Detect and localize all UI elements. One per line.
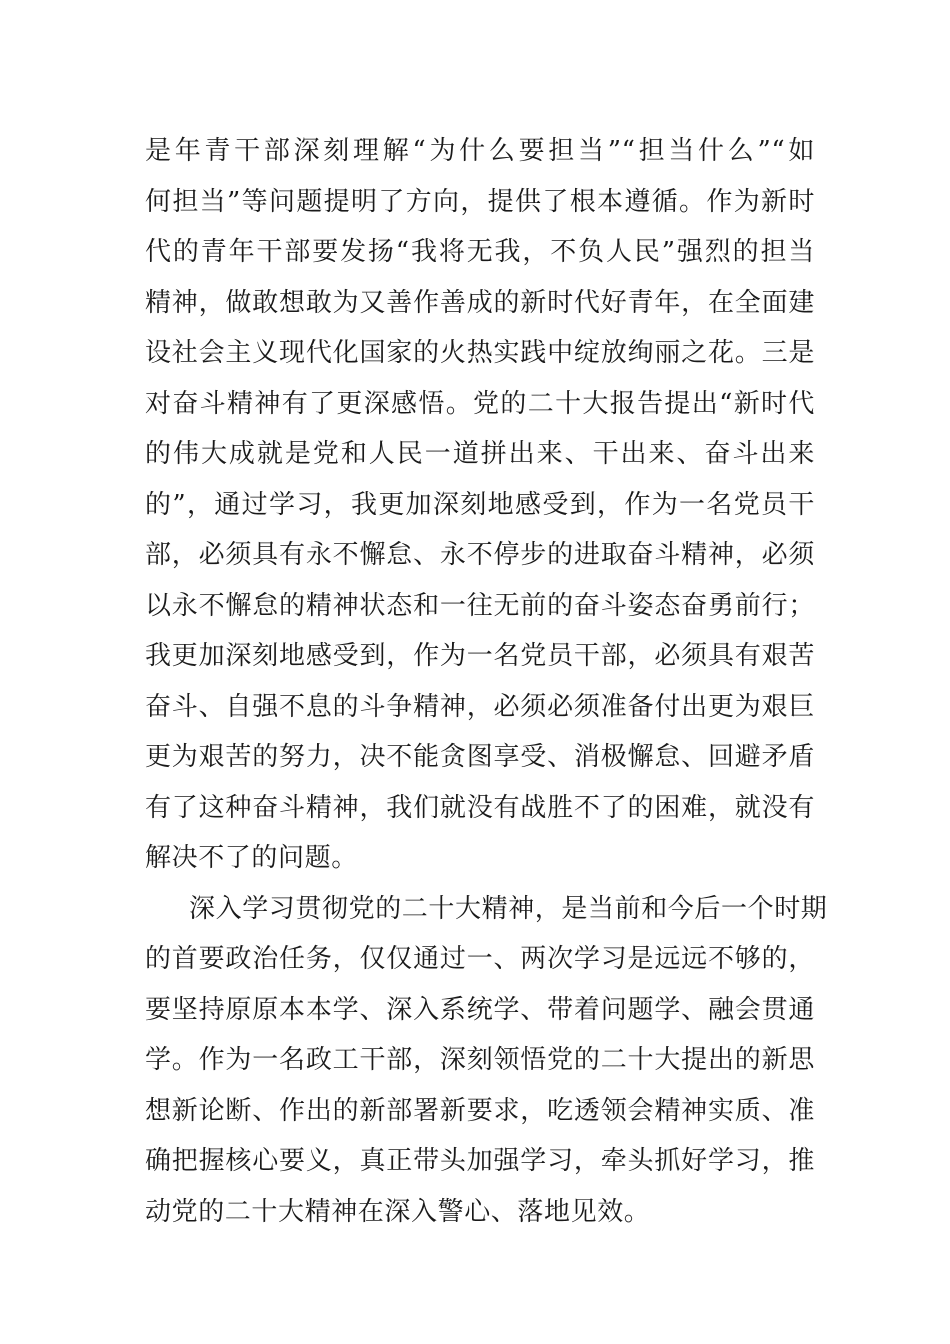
- text-line: 的首要政治任务，仅仅通过一、两次学习是远远不够的，: [145, 944, 815, 974]
- text-line: 何担当”等问题提明了方向，提供了根本遵循。作为新时: [145, 186, 815, 217]
- text-line: 学。作为一名政工干部，深刻领悟党的二十大提出的新思: [145, 1045, 815, 1075]
- paragraph: [145, 884, 828, 1238]
- text-line: 解决不了的问题。: [145, 843, 358, 873]
- text-line: 有了这种奋斗精神，我们就没有战胜不了的困难，就没有: [145, 792, 815, 823]
- document-body: [145, 126, 828, 1237]
- text-line: 代的青年干部要发扬“我将无我，不负人民”强烈的担当: [145, 237, 815, 267]
- text-line: 设社会主义现代化国家的火热实践中绽放绚丽之花。三是: [145, 338, 815, 368]
- paragraph: [145, 126, 815, 884]
- text-line: 想新论断、作出的新部署新要求，吃透领会精神实质、准: [145, 1095, 815, 1126]
- text-line: 是年青干部深刻理解“为什么要担当”“担当什么”“如: [145, 136, 815, 166]
- text-line: 确把握核心要义，真正带头加强学习，牵头抓好学习，推: [145, 1146, 815, 1176]
- text-line: 的伟大成就是党和人民一道拼出来、干出来、奋斗出来: [145, 439, 815, 469]
- text-line: 的”，通过学习，我更加深刻地感受到，作为一名党员干: [145, 489, 815, 520]
- text-line: 要坚持原原本本学、深入系统学、带着问题学、融会贯通: [145, 994, 815, 1025]
- text-line: 我更加深刻地感受到，作为一名党员干部，必须具有艰苦: [145, 641, 815, 671]
- text-line: 深入学习贯彻党的二十大精神，是当前和今后一个时期: [189, 893, 828, 924]
- text-line: 更为艰苦的努力，决不能贪图享受、消极懈怠、回避矛盾: [145, 742, 815, 772]
- text-line: 精神，做敢想敢为又善作善成的新时代好青年，在全面建: [145, 287, 815, 318]
- text-line: 奋斗、自强不息的斗争精神，必须必须准备付出更为艰巨: [145, 691, 815, 722]
- text-line: 动党的二十大精神在深入警心、落地见效。: [145, 1196, 651, 1227]
- text-line: 对奋斗精神有了更深感悟。党的二十大报告提出“新时代: [145, 388, 815, 419]
- text-line: 以永不懈怠的精神状态和一往无前的奋斗姿态奋勇前行；: [145, 590, 815, 621]
- text-line: 部，必须具有永不懈怠、永不停步的进取奋斗精神，必须: [145, 540, 815, 570]
